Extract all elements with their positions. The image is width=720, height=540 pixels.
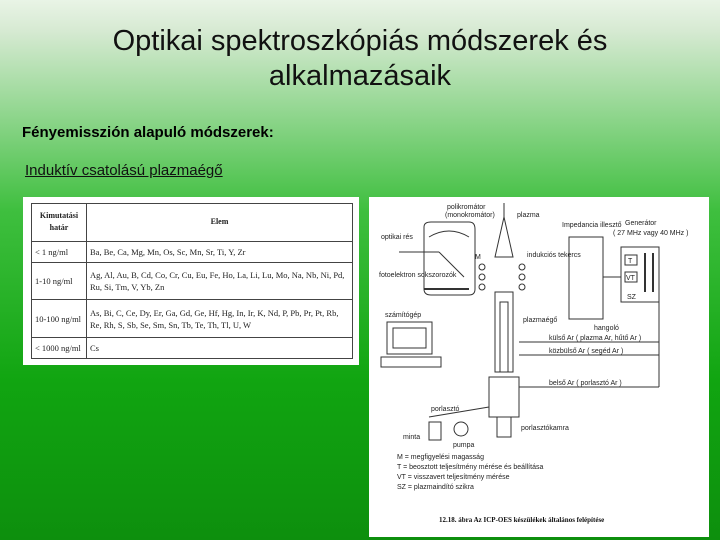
coil-loop bbox=[479, 284, 485, 290]
plasma-flame bbox=[495, 217, 513, 257]
computer-monitor-shape bbox=[387, 322, 432, 354]
detection-limit-table-image bbox=[23, 197, 359, 365]
label-intermediate-ar: közbülső Ar ( segéd Ar ) bbox=[549, 348, 624, 355]
icp-torch-link[interactable]: Induktív csatolású plazmaégő bbox=[25, 162, 223, 179]
coil-loop bbox=[519, 264, 525, 270]
spray-chamber-outlet bbox=[497, 417, 511, 437]
slide-title bbox=[40, 24, 680, 94]
label-sample: minta bbox=[403, 434, 421, 441]
elements-cell: Ag, Al, Au, B, Cd, Co, Cr, Cu, Eu, Fe, Ho, La, Li, Lu, Mo, Na, Nb, Ni, Pd, Ru, Si, Tm, V, Yb, Zn bbox=[87, 262, 353, 300]
table-row bbox=[32, 338, 353, 359]
grating-arc bbox=[429, 231, 469, 237]
computer-keyboard-shape bbox=[381, 357, 441, 367]
torch-inner-tube bbox=[500, 302, 508, 372]
diagram-caption: 12.18. ábra Az ICP-OES készülékek általános felépítése bbox=[439, 516, 605, 524]
label-generator-freq: ( 27 MHz vagy 40 MHz ) bbox=[613, 230, 689, 237]
elements-cell: As, Bi, C, Ce, Dy, Er, Ga, Gd, Ge, Hf, Hg, In, Ir, K, Nd, P, Pb, Pr, Pt, Rb, Re, Rh, S, Sb, Se, Sm, Sn, Tb, Te, Th, Tl, U, W bbox=[87, 300, 353, 338]
limit-cell: < 1 ng/ml bbox=[32, 241, 87, 262]
header-limit: Kimutatási határ bbox=[32, 204, 87, 242]
limit-cell: 1-10 ng/ml bbox=[32, 262, 87, 300]
label-sz: SZ bbox=[627, 294, 636, 301]
label-outer-ar: külső Ar ( plazma Ar, hűtő Ar ) bbox=[549, 335, 642, 342]
impedance-box bbox=[569, 237, 603, 319]
elements-cell: Ba, Be, Ca, Mg, Mn, Os, Sc, Mn, Sr, Ti, Y, Zr bbox=[87, 241, 353, 262]
label-induction-coil: indukciós tekercs bbox=[527, 252, 581, 259]
table-row bbox=[32, 300, 353, 338]
spray-chamber-shape bbox=[489, 377, 519, 417]
limit-cell: 10-100 ng/ml bbox=[32, 300, 87, 338]
label-computer: számítógép bbox=[385, 312, 422, 319]
label-m: M bbox=[475, 254, 481, 261]
label-nebulizer: porlasztó bbox=[431, 406, 460, 413]
label-pump: pumpa bbox=[453, 442, 475, 449]
computer-screen bbox=[393, 328, 426, 348]
limit-cell: < 1000 ng/ml bbox=[32, 338, 87, 359]
coil-loop bbox=[519, 284, 525, 290]
legend-line: SZ = plazmaindító szikra bbox=[397, 484, 474, 491]
label-t: T bbox=[628, 258, 633, 265]
label-inner-ar: belső Ar ( porlasztó Ar ) bbox=[549, 380, 622, 387]
elements-cell: Cs bbox=[87, 338, 353, 359]
section-subtitle: Fényemisszión alapuló módszerek: bbox=[22, 124, 274, 141]
torch-shape bbox=[495, 292, 513, 372]
label-generator: Generátor bbox=[625, 220, 657, 227]
label-vt: VT bbox=[626, 275, 635, 282]
label-torch: plazmaégő bbox=[523, 317, 558, 324]
label-photomultipliers: fotoelektron sokszorozók bbox=[379, 272, 457, 279]
label-spray-chamber: porlasztókamra bbox=[521, 425, 569, 432]
title-line-2: alkalmazásaik bbox=[268, 60, 452, 92]
sample-vial bbox=[429, 422, 441, 440]
icp-oes-diagram bbox=[369, 197, 709, 537]
detection-limit-table bbox=[31, 203, 353, 359]
table-row bbox=[32, 241, 353, 262]
label-tuner: hangoló bbox=[594, 325, 619, 332]
legend-line: M = megfigyelési magasság bbox=[397, 454, 484, 461]
coil-loop bbox=[479, 264, 485, 270]
coil-loop bbox=[479, 274, 485, 280]
label-plasma: plazma bbox=[517, 212, 540, 219]
label-polychromator: polikromátor bbox=[447, 204, 486, 211]
legend-line: T = beosztott teljesítmény mérése és beállítása bbox=[397, 464, 544, 471]
label-impedance: Impedancia illesztő bbox=[562, 222, 622, 229]
table-header-row bbox=[32, 204, 353, 242]
pump-shape bbox=[454, 422, 468, 436]
table-row bbox=[32, 262, 353, 300]
coil-loop bbox=[519, 274, 525, 280]
label-monochromator: (monokromátor) bbox=[445, 212, 495, 219]
title-line-1: Optikai spektroszkópiás módszerek és bbox=[112, 25, 608, 57]
polychromator-shape bbox=[424, 222, 475, 295]
legend-line: VT = visszavert teljesítmény mérése bbox=[397, 474, 510, 481]
label-optical-slit: optikai rés bbox=[381, 234, 413, 241]
header-element: Elem bbox=[87, 204, 353, 242]
icp-oes-diagram-image bbox=[369, 197, 709, 537]
